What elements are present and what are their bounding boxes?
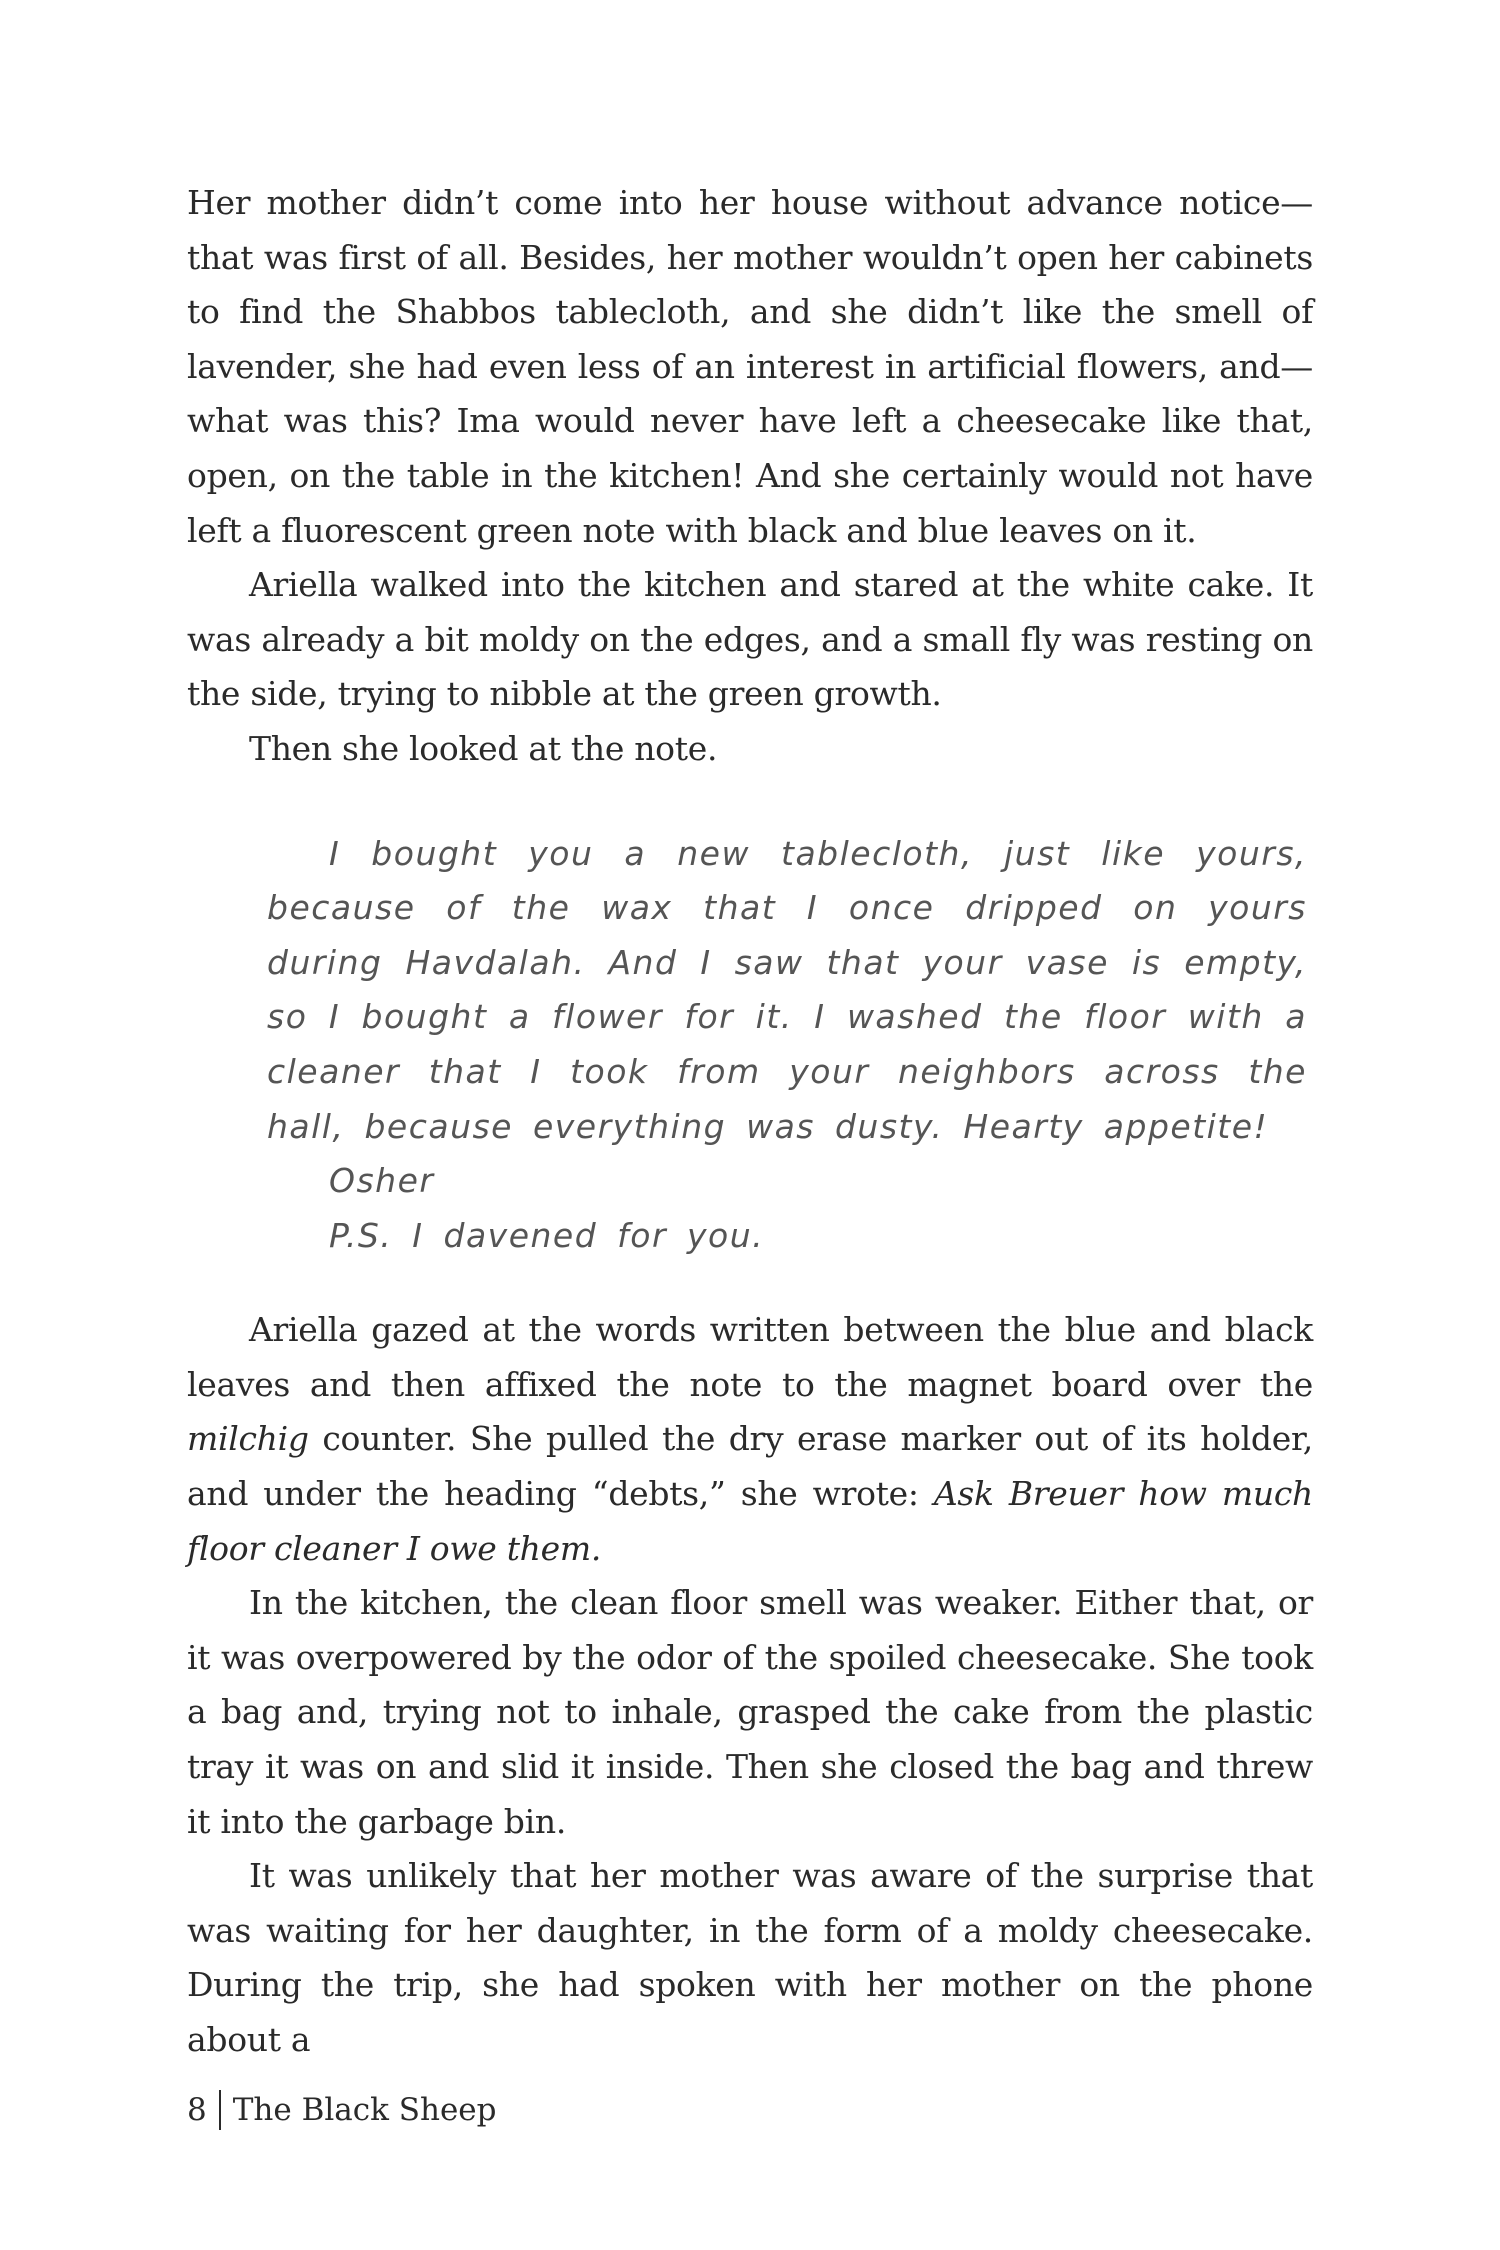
paragraph-4-italic-2: Ask Breuer how much floor cleaner I owe them. — [187, 1474, 1313, 1568]
footer-divider — [219, 2090, 221, 2130]
paragraph-6: It was unlikely that her mother was aware of the surprise that was waiting for her daughter, in the form of a moldy cheesecake. During the trip, she had spoken with her mother on the phone about a — [187, 1856, 1313, 2059]
note-postscript: P.S. I davened for you. — [329, 1215, 765, 1255]
page-number: 8 — [187, 2092, 207, 2128]
paragraph-1: Her mother didn’t come into her house without advance notice—that was first of all. Besides, her mother wouldn’t open her cabinets to find the Shabbos tablecloth, and she didn’t like the smell of lavender, she had even less of an interest in artificial flowers, and—what was this? Ima would never have left a cheesecake like that, open, on the table in the kitchen! And she certainly would not have left a fluorescent green note with black and blue leaves on it. — [187, 183, 1313, 550]
paragraph-3: Then she looked at the note. — [249, 728, 718, 768]
paragraph-2: Ariella walked into the kitchen and stared at the white cake. It was already a bit moldy on the edges, and a small fly was resting on the side, trying to nibble at the green growth. — [187, 565, 1313, 714]
note-body: I bought you a new tablecloth, just like yours, because of the wax that I once dripped on yours during Havdalah. And I saw that your vase is empty, so I bought a flower for it. I washed the floor with a cleaner that I took from your neighbors across the hall, because everything was dusty. Hearty appetite! — [267, 833, 1307, 1146]
book-title: The Black Sheep — [232, 2092, 497, 2128]
paragraph-4-part-2: counter. She pulled the dry erase marker out of its holder, and under the heading “debts,” she wrote: — [187, 1419, 1313, 1514]
note-signature: Osher — [329, 1161, 435, 1201]
page-body — [187, 176, 1313, 2068]
page-footer — [187, 2090, 497, 2130]
paragraph-4-italic-1: milchig — [187, 1419, 309, 1459]
handwritten-note — [267, 827, 1307, 1264]
paragraph-4 — [187, 1303, 1313, 1576]
paragraph-5: In the kitchen, the clean floor smell was weaker. Either that, or it was overpowered by the odor of the spoiled cheesecake. She took a bag and, trying not to inhale, grasped the cake from the plastic tray it was on and slid it inside. Then she closed the bag and threw it into the garbage bin. — [187, 1583, 1313, 1841]
paragraph-4-part-1: Ariella gazed at the words written between the blue and black leaves and then affixed the note to the magnet board over the — [187, 1310, 1313, 1404]
